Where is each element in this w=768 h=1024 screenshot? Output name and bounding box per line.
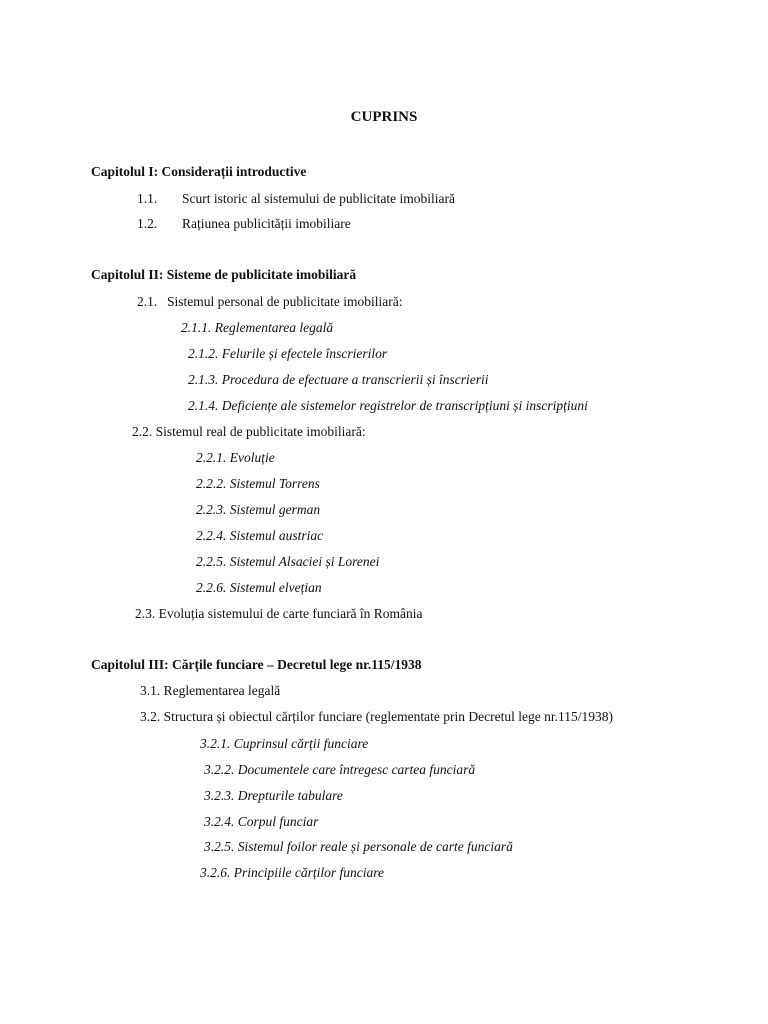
toc-item-2-2-5: 2.2.5. Sistemul Alsaciei și Lorenei <box>196 554 380 569</box>
toc-item-2-1-3: 2.1.3. Procedura de efectuare a transcrierii și înscrierii <box>188 372 489 387</box>
toc-text: Rațiunea publicității imobiliare <box>182 216 351 231</box>
toc-item-2-2-3: 2.2.3. Sistemul german <box>196 502 321 517</box>
toc-item-3-2-3: 3.2.3. Drepturile tabulare <box>204 788 343 803</box>
toc-item-2-1-1: 2.1.1. Reglementarea legală <box>181 320 334 335</box>
toc-item-2-2-6: 2.2.6. Sistemul elvețian <box>196 580 322 595</box>
toc-item-1-2 <box>137 216 351 232</box>
toc-item-1-1 <box>137 191 455 207</box>
document-title: CUPRINS <box>350 109 418 125</box>
toc-number: 1.1. <box>137 191 158 206</box>
toc-text: Sistemul personal de publicitate imobiliară: <box>167 294 403 309</box>
toc-text: Scurt istoric al sistemului de publicitate imobiliară <box>182 191 455 206</box>
toc-item-3-2-4: 3.2.4. Corpul funciar <box>204 814 319 829</box>
toc-item-2-2-2: 2.2.2. Sistemul Torrens <box>196 476 320 491</box>
chapter-2-title: Capitolul II: Sisteme de publicitate imobiliară <box>91 267 357 282</box>
toc-item-2-1 <box>137 294 402 310</box>
chapter-3-title: Capitolul III: Cărțile funciare – Decretul lege nr.115/1938 <box>91 657 422 672</box>
toc-item-3-1: 3.1. Reglementarea legală <box>140 683 281 698</box>
toc-number: 1.2. <box>137 216 158 231</box>
toc-item-2-2: 2.2. Sistemul real de publicitate imobiliară: <box>132 424 366 439</box>
toc-item-3-2-6: 3.2.6. Principiile cărților funciare <box>200 865 384 880</box>
toc-item-3-2: 3.2. Structura și obiectul cărților funciare (reglementate prin Decretul lege nr.115/1938) <box>140 709 613 724</box>
toc-item-2-1-4: 2.1.4. Deficiențe ale sistemelor registrelor de transcripțiuni și inscripțiuni <box>188 398 588 413</box>
toc-item-2-1-2: 2.1.2. Felurile și efectele înscrierilor <box>188 346 388 361</box>
toc-item-2-3: 2.3. Evoluția sistemului de carte funciară în România <box>135 606 423 621</box>
toc-item-3-2-1: 3.2.1. Cuprinsul cărții funciare <box>200 736 369 751</box>
toc-item-2-2-1: 2.2.1. Evoluție <box>196 450 275 465</box>
chapter-1-title: Capitolul I: Considerații introductive <box>91 164 307 179</box>
toc-item-2-2-4: 2.2.4. Sistemul austriac <box>196 528 324 543</box>
toc-number: 2.1. <box>137 294 158 309</box>
toc-item-3-2-5: 3.2.5. Sistemul foilor reale și personale de carte funciară <box>204 839 513 854</box>
toc-item-3-2-2: 3.2.2. Documentele care întregesc cartea funciară <box>204 762 476 777</box>
